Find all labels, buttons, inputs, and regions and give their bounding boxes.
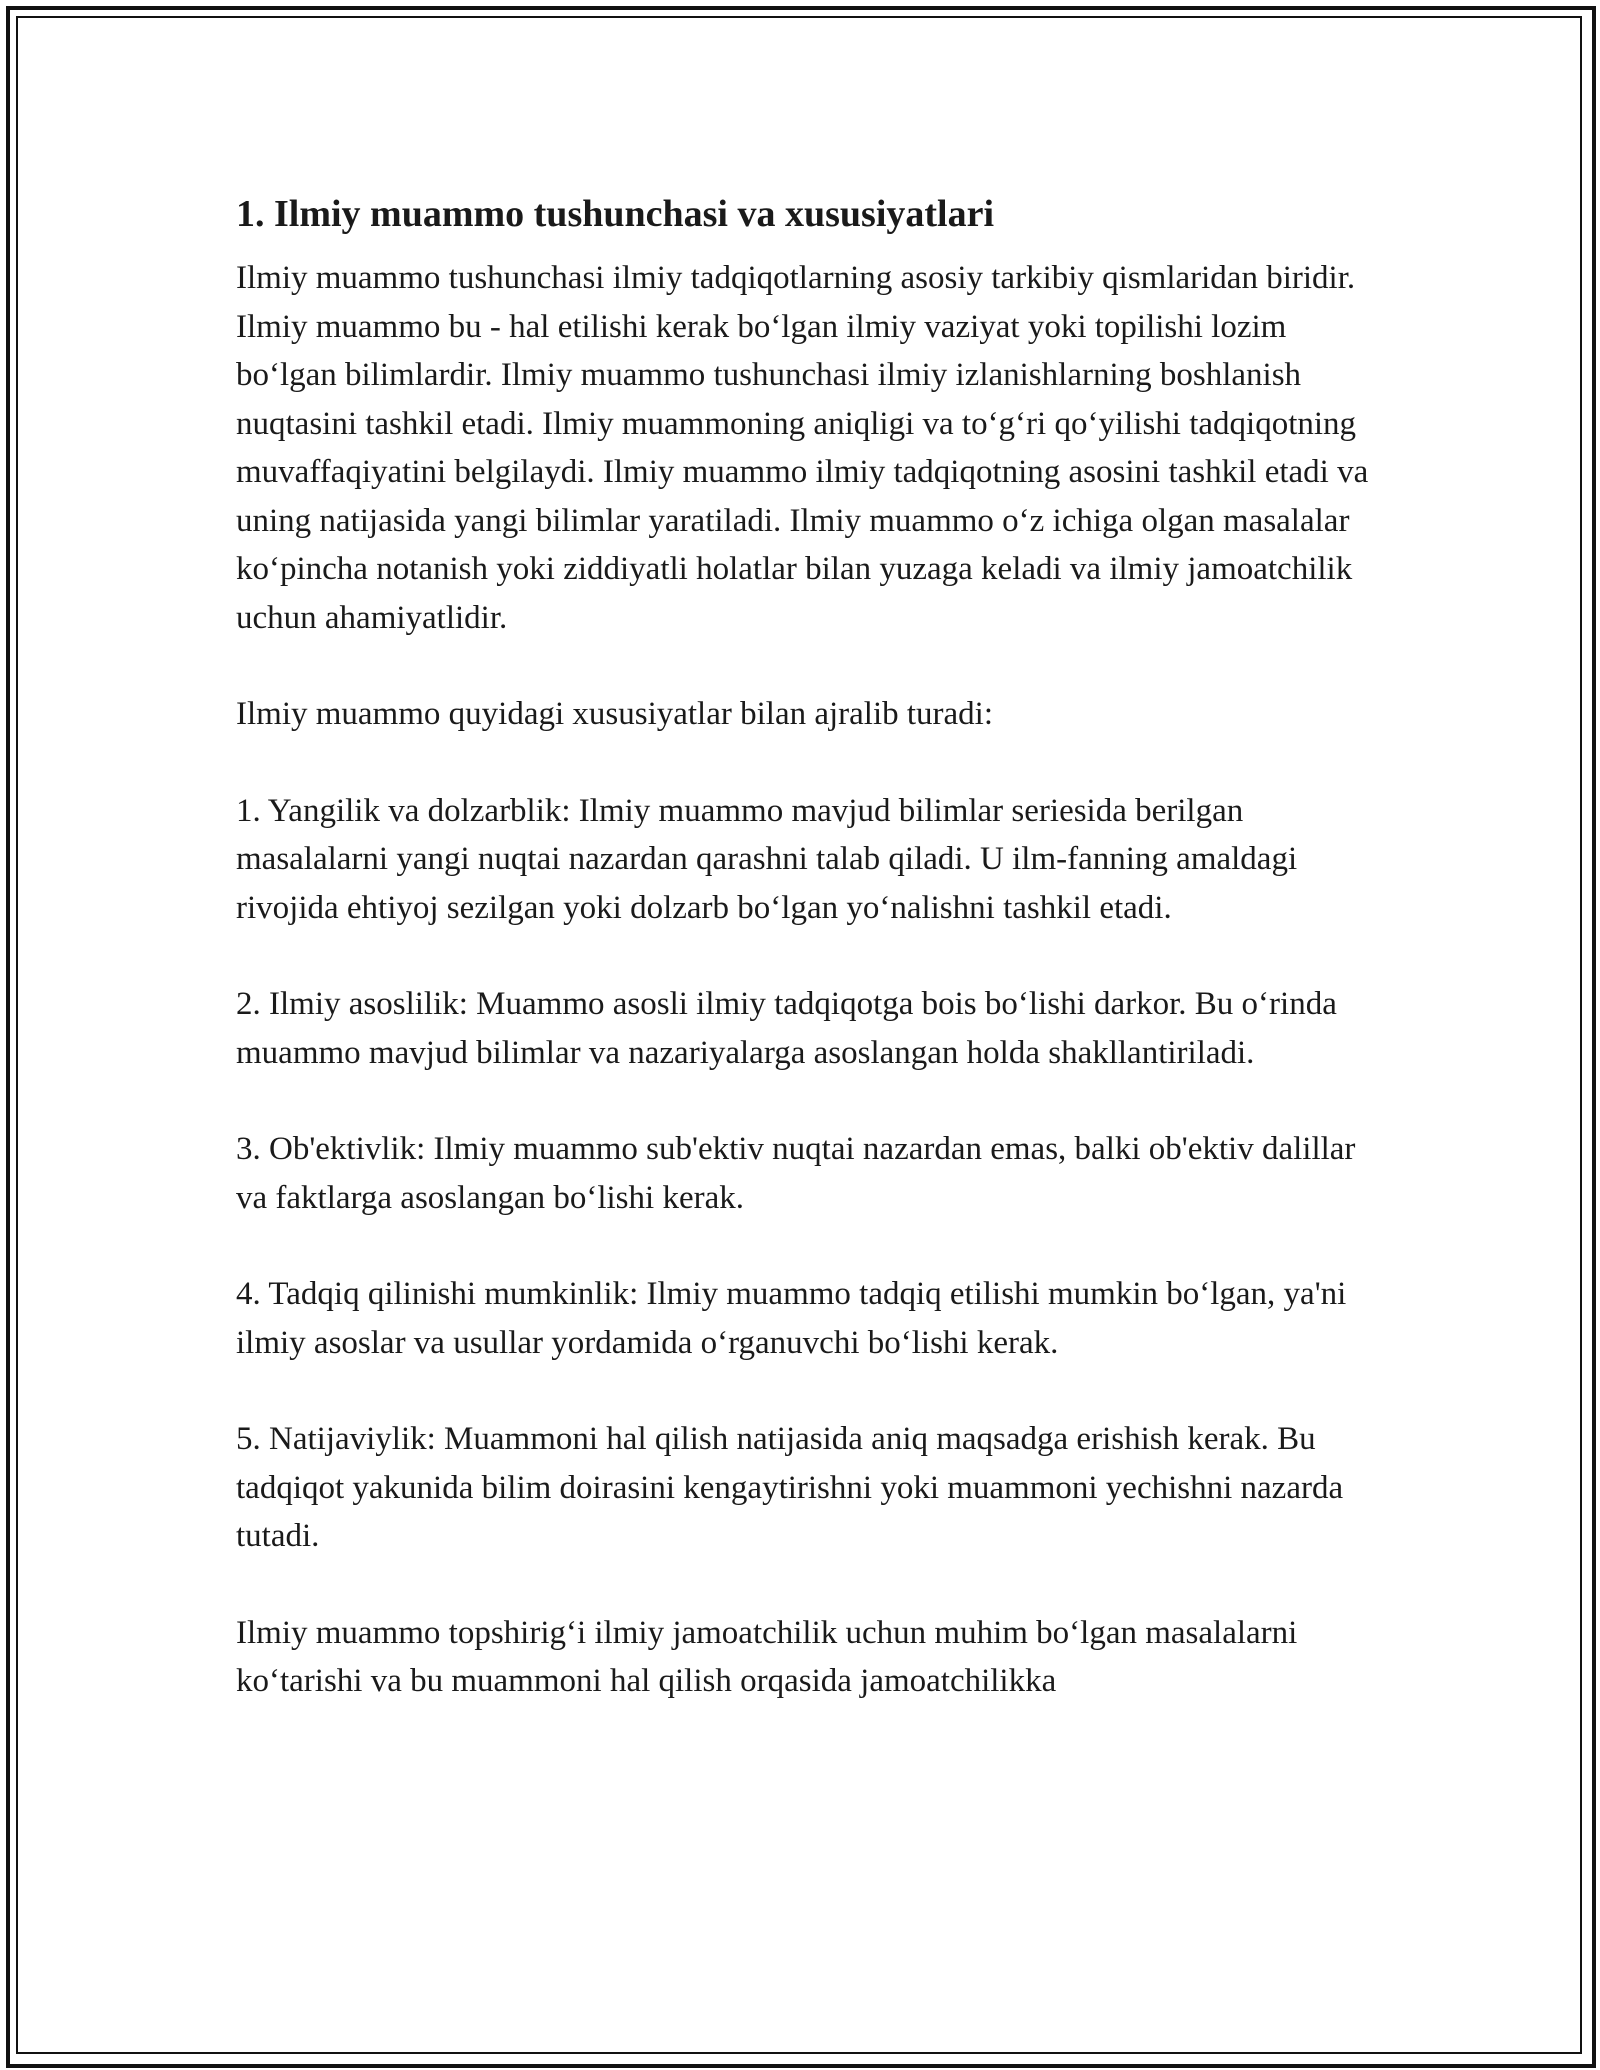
document-body	[236, 186, 1376, 1754]
feature-validity-paragraph: 2. Ilmiy asoslilik: Muammo asosli ilmiy tadqiqotga bois bo‘lishi darkor. Bu o‘rinda muammo mavjud bilimlar va nazariyalarga asoslangan holda shakllantiriladi.	[236, 986, 1337, 1071]
closing-paragraph: Ilmiy muammo topshirig‘i ilmiy jamoatchilik uchun muhim bo‘lgan masalalarni ko‘tarishi va bu muammoni hal qilish orqasida jamoatchilikka	[236, 1614, 1298, 1699]
intro-paragraph: Ilmiy muammo tushunchasi ilmiy tadqiqotlarning asosiy tarkibiy qismlaridan biridir. Ilmiy muammo bu - hal etilishi kerak bo‘lgan ilmiy vaziyat yoki topilishi lozim bo‘lgan bilimlardir. Ilmiy muammo tushunchasi ilmiy izlanishlarning boshlanish nuqtasini tashkil etadi. Ilmiy muammoning aniqligi va to‘g‘ri qo‘yilishi tadqiqotning muvaffaqiyatini belgilaydi. Ilmiy muammo ilmiy tadqiqotning asosini tashkil etadi va uning natijasida yangi bilimlar yaratiladi. Ilmiy muammo o‘z ichiga olgan masalalar ko‘pincha notanish yoki ziddiyatli holatlar bilan yuzaga keladi va ilmiy jamoatchilik uchun ahamiyatlidir.	[236, 260, 1369, 636]
feature-objectivity-paragraph: 3. Ob'ektivlik: Ilmiy muammo sub'ektiv nuqtai nazardan emas, balki ob'ektiv dalillar va faktlarga asoslangan bo‘lishi kerak.	[236, 1131, 1356, 1216]
features-intro-paragraph: Ilmiy muammo quyidagi xususiyatlar bilan ajralib turadi:	[236, 696, 994, 732]
feature-researchability-paragraph: 4. Tadqiq qilinishi mumkinlik: Ilmiy muammo tadqiq etilishi mumkin bo‘lgan, ya'ni ilmiy asoslar va usullar yordamida o‘rganuvchi bo‘lishi kerak.	[236, 1276, 1347, 1361]
section-heading: 1. Ilmiy muammo tushunchasi va xususiyatlari	[236, 193, 995, 235]
feature-effectiveness-paragraph: 5. Natijaviylik: Muammoni hal qilish natijasida aniq maqsadga erishish kerak. Bu tadqiqot yakunida bilim doirasini kengaytirishni yoki muammoni yechishni nazarda tutadi.	[236, 1421, 1344, 1554]
feature-novelty-paragraph: 1. Yangilik va dolzarblik: Ilmiy muammo mavjud bilimlar seriesida berilgan masalalarni yangi nuqtai nazardan qarashni talab qiladi. U ilm-fanning amaldagi rivojida ehtiyoj sezilgan yoki dolzarb bo‘lgan yo‘nalishni tashkil etadi.	[236, 792, 1298, 926]
